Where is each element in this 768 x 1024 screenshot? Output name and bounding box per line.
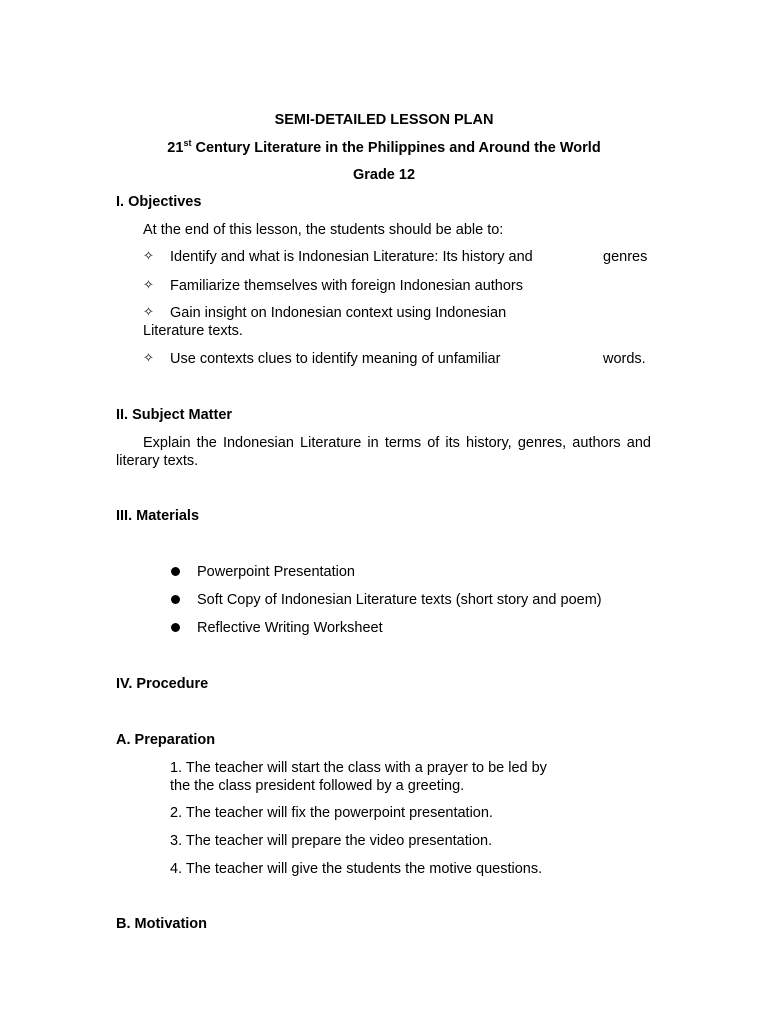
motivation-heading: B. Motivation [116, 916, 208, 932]
preparation-step: 1. The teacher will start the class with a prayer to be led by [170, 760, 547, 776]
materials-item: Soft Copy of Indonesian Literature texts (short story and poem) [197, 592, 602, 608]
grade-label: Grade 12 [352, 167, 416, 183]
subject-matter-text: Explain the Indonesian Literature in terms of its history, genres, authors and literary texts. [116, 435, 651, 469]
diamond-bullet-icon: ✧ [143, 305, 154, 320]
materials-item: Powerpoint Presentation [197, 564, 355, 580]
subtitle-superscript: st [183, 138, 192, 149]
objective-item: Identify and what is Indonesian Literature: Its history and [170, 249, 533, 265]
document-title: SEMI-DETAILED LESSON PLAN [274, 112, 494, 128]
subtitle-number: 21 [167, 140, 184, 156]
bullet-dot-icon [171, 623, 180, 632]
preparation-step: 4. The teacher will give the students the motive questions. [170, 861, 543, 877]
materials-item: Reflective Writing Worksheet [197, 620, 383, 636]
diamond-bullet-icon: ✧ [143, 278, 154, 293]
objective-item-continuation: Literature texts. [143, 323, 243, 339]
preparation-step: 2. The teacher will fix the powerpoint presentation. [170, 805, 493, 821]
objective-item: Familiarize themselves with foreign Indonesian authors [170, 278, 524, 294]
diamond-bullet-icon: ✧ [143, 249, 154, 264]
preparation-heading: A. Preparation [116, 732, 216, 748]
objective-item-trail: words. [603, 351, 646, 367]
objectives-intro: At the end of this lesson, the students should be able to: [143, 222, 504, 238]
bullet-dot-icon [171, 567, 180, 576]
objective-item: Gain insight on Indonesian context using Indonesian [170, 305, 507, 321]
procedure-heading: IV. Procedure [116, 676, 209, 692]
objective-item: Use contexts clues to identify meaning of unfamiliar [170, 351, 501, 367]
objective-item-trail: genres [603, 249, 648, 265]
bullet-dot-icon [171, 595, 180, 604]
preparation-step: 3. The teacher will prepare the video presentation. [170, 833, 493, 849]
diamond-bullet-icon: ✧ [143, 351, 154, 366]
objectives-heading: I. Objectives [116, 194, 202, 210]
subject-matter-heading: II. Subject Matter [116, 407, 233, 423]
materials-heading: III. Materials [116, 508, 200, 524]
document-subtitle [0, 139, 768, 157]
preparation-step-continuation: the the class president followed by a greeting. [170, 778, 465, 794]
subtitle-text: Century Literature in the Philippines and Around the World [191, 140, 601, 156]
